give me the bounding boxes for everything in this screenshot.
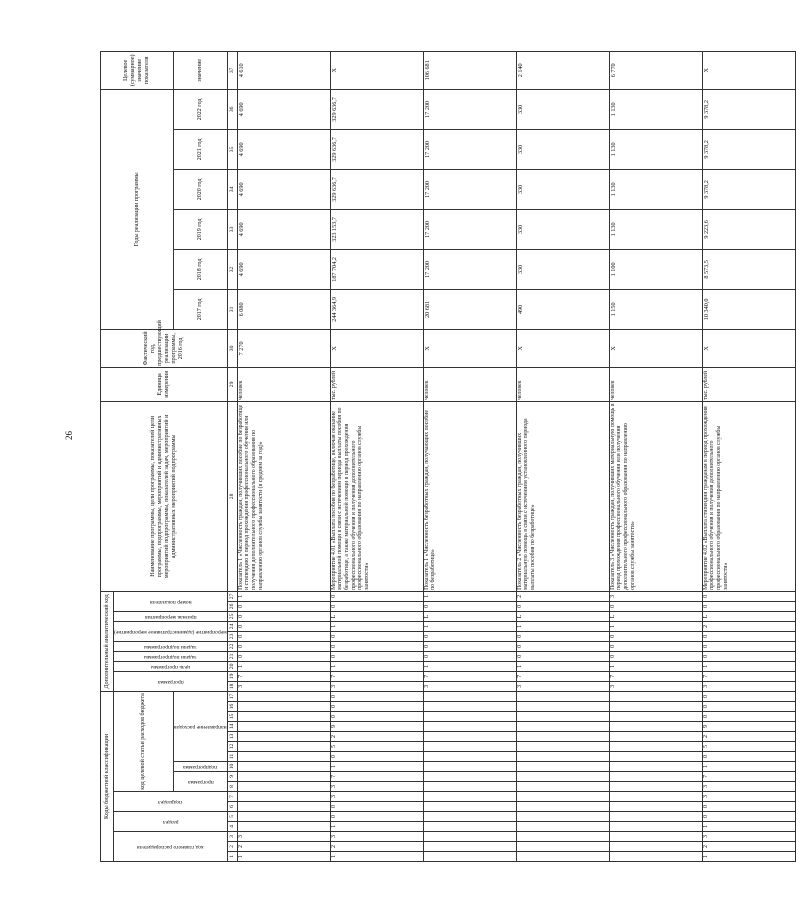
- code-cell: 0: [609, 601, 702, 611]
- code-cell: [423, 812, 516, 822]
- code-cell: 0: [237, 631, 330, 641]
- column-number-cell: 30: [227, 329, 237, 367]
- code-cell: [516, 802, 609, 812]
- header-year-2021: 2021 год: [174, 129, 228, 169]
- code-cell: [237, 772, 330, 782]
- code-cell: 1: [330, 621, 423, 631]
- code-cell: [609, 722, 702, 732]
- header-years-group: Годы реализации программы: [101, 89, 174, 329]
- code-cell: 1: [516, 661, 609, 671]
- code-cell: 0: [609, 651, 702, 661]
- column-number-row: [227, 51, 237, 861]
- unit-cell: человек: [609, 367, 702, 401]
- code-cell: L: [702, 611, 795, 621]
- code-cell: [516, 722, 609, 732]
- header-zadachi: задачи подпрограммы: [114, 651, 228, 661]
- column-number-cell: 35: [227, 129, 237, 169]
- code-cell: 0: [330, 601, 423, 611]
- code-cell: 1: [330, 762, 423, 772]
- code-cell: 1: [237, 661, 330, 671]
- code-cell: [237, 732, 330, 742]
- year-value-cell: 9 378,2: [702, 169, 795, 209]
- column-number-cell: 32: [227, 249, 237, 289]
- year-value-cell: 17 200: [423, 129, 516, 169]
- fact-value-cell: X: [330, 329, 423, 367]
- code-cell: [609, 702, 702, 712]
- year-value-cell: 330: [516, 209, 609, 249]
- fact-value-cell: 7 270: [237, 329, 330, 367]
- code-cell: 1: [423, 591, 516, 601]
- code-cell: L: [423, 611, 516, 621]
- code-cell: 0: [516, 601, 609, 611]
- code-cell: 1: [702, 762, 795, 772]
- header-programma2: программа: [114, 671, 228, 691]
- code-cell: 3: [702, 681, 795, 691]
- code-cell: [609, 772, 702, 782]
- code-cell: 3: [330, 792, 423, 802]
- code-cell: [423, 712, 516, 722]
- code-cell: 0: [702, 702, 795, 712]
- column-number-cell: 1: [227, 852, 237, 862]
- code-cell: 1: [702, 661, 795, 671]
- column-number-cell: 3: [227, 832, 237, 842]
- column-number-cell: 4: [227, 822, 237, 832]
- code-cell: 7: [516, 671, 609, 681]
- code-cell: 1: [702, 852, 795, 862]
- code-cell: 3: [330, 832, 423, 842]
- code-cell: 7: [423, 671, 516, 681]
- code-cell: [609, 782, 702, 792]
- code-cell: [423, 691, 516, 701]
- code-cell: 0: [702, 691, 795, 701]
- code-cell: 1: [609, 621, 702, 631]
- column-number-cell: 34: [227, 169, 237, 209]
- code-cell: 7: [702, 671, 795, 681]
- indicator-name-cell: Мероприятие 4.01 «Выплата пособия по безработице, включая оказание материальной помощи в связи с истечением периода выплаты пособия по безработице, а также материальной помощи в период прохождения профессионального обучения и получения дополнительного профессионального образования по направлению органов службы занятости»: [330, 401, 423, 591]
- unit-cell: человек: [237, 367, 330, 401]
- code-cell: [609, 812, 702, 822]
- code-cell: 0: [702, 601, 795, 611]
- code-cell: [609, 732, 702, 742]
- code-cell: [237, 752, 330, 762]
- code-cell: 1: [702, 822, 795, 832]
- header-napravlenie: направление расходов: [174, 691, 228, 761]
- code-cell: [609, 762, 702, 772]
- column-number-cell: 17: [227, 691, 237, 701]
- year-value-cell: 1 150: [609, 289, 702, 329]
- header-year-2020: 2020 год: [174, 169, 228, 209]
- column-number-cell: 2: [227, 842, 237, 852]
- code-cell: L: [516, 611, 609, 621]
- code-cell: [423, 842, 516, 852]
- column-number-cell: 9: [227, 772, 237, 782]
- code-cell: 0: [423, 651, 516, 661]
- table-row: [330, 51, 423, 861]
- column-number-cell: 13: [227, 732, 237, 742]
- code-cell: 0: [516, 651, 609, 661]
- column-number-cell: 16: [227, 702, 237, 712]
- code-cell: [516, 772, 609, 782]
- column-number-cell: 11: [227, 752, 237, 762]
- target-value-cell: 6 770: [609, 51, 702, 89]
- header-zadachi-2: задачи подпрограммы: [114, 641, 228, 651]
- year-value-cell: 4 690: [237, 169, 330, 209]
- program-indicators-table: [100, 51, 796, 862]
- code-cell: 9: [702, 722, 795, 732]
- code-cell: [609, 802, 702, 812]
- code-cell: [237, 792, 330, 802]
- year-value-cell: 329 636,7: [330, 129, 423, 169]
- unit-cell: человек: [516, 367, 609, 401]
- code-cell: [423, 742, 516, 752]
- year-value-cell: 4 690: [237, 89, 330, 129]
- code-cell: 2: [516, 591, 609, 601]
- rotated-sheet: [100, 54, 729, 862]
- code-cell: [423, 852, 516, 862]
- column-number-cell: 14: [227, 722, 237, 732]
- header-year-2019: 2019 год: [174, 209, 228, 249]
- code-cell: 0: [330, 702, 423, 712]
- column-number-cell: 23: [227, 631, 237, 641]
- code-cell: 3: [702, 782, 795, 792]
- fact-value-cell: X: [516, 329, 609, 367]
- code-cell: 3: [609, 681, 702, 691]
- year-value-cell: 17 200: [423, 169, 516, 209]
- indicator-name-cell: Показатель 1 «Численность граждан, получивших пособие по безработице и стипендию в период прохождения профессионального обучения или получения дополнительного профессионального образования по направлению органов службы занятости (в среднем за год)»: [237, 401, 330, 591]
- code-cell: [423, 792, 516, 802]
- unit-cell: тыс. рублей: [702, 367, 795, 401]
- indicator-name-cell: Показатель 2 «Численность безработных граждан, получивших материальную помощь в связи с истечением установленного периода выплаты пособия по безработице»: [516, 401, 609, 591]
- code-cell: [237, 802, 330, 812]
- table-row: [702, 51, 795, 861]
- code-cell: 0: [423, 641, 516, 651]
- column-number-cell: 26: [227, 601, 237, 611]
- code-cell: [516, 832, 609, 842]
- year-value-cell: 8 573,5: [702, 249, 795, 289]
- year-value-cell: 17 200: [423, 249, 516, 289]
- code-cell: 3: [237, 832, 330, 842]
- code-cell: [609, 832, 702, 842]
- code-cell: 2: [702, 621, 795, 631]
- year-value-cell: 6 080: [237, 289, 330, 329]
- code-cell: [423, 752, 516, 762]
- column-number-cell: 22: [227, 641, 237, 651]
- column-number-cell: 36: [227, 89, 237, 129]
- header-razdel: раздел: [114, 812, 228, 832]
- code-cell: 2: [330, 842, 423, 852]
- code-cell: [609, 691, 702, 701]
- code-cell: 1: [237, 852, 330, 862]
- target-value-cell: 106 681: [423, 51, 516, 89]
- code-cell: [423, 762, 516, 772]
- column-number-cell: 15: [227, 712, 237, 722]
- code-cell: [237, 762, 330, 772]
- year-value-cell: 17 200: [423, 89, 516, 129]
- code-cell: 1: [609, 661, 702, 671]
- code-cell: 0: [330, 812, 423, 822]
- code-cell: [237, 812, 330, 822]
- year-value-cell: 10 340,0: [702, 289, 795, 329]
- code-cell: 7: [330, 772, 423, 782]
- header-year-2017: 2017 год: [174, 289, 228, 329]
- year-value-cell: 4 690: [237, 129, 330, 169]
- code-cell: 0: [330, 712, 423, 722]
- column-number-cell: 29: [227, 367, 237, 401]
- page-number: 26: [64, 431, 74, 440]
- code-cell: 0: [609, 631, 702, 641]
- code-cell: 3: [330, 681, 423, 691]
- code-cell: 3: [423, 681, 516, 691]
- code-cell: 0: [609, 641, 702, 651]
- code-cell: [609, 792, 702, 802]
- indicator-name-cell: Мероприятие 4.02 «Выплата стипендии гражданам в период прохождения профессионального обучения и получения дополнительного профессионального образования по направлению органов службы занятости»: [702, 401, 795, 591]
- code-cell: 2: [702, 842, 795, 852]
- code-cell: 0: [330, 641, 423, 651]
- column-number-cell: 27: [227, 591, 237, 601]
- code-cell: [423, 732, 516, 742]
- column-number-cell: 5: [227, 812, 237, 822]
- column-number-cell: 10: [227, 762, 237, 772]
- code-cell: 0: [702, 651, 795, 661]
- table-row: [423, 51, 516, 861]
- code-cell: 2: [237, 842, 330, 852]
- code-cell: [237, 702, 330, 712]
- header-admin-code: код главного распорядителя: [114, 832, 228, 862]
- code-cell: 1: [237, 591, 330, 601]
- code-cell: 0: [237, 611, 330, 621]
- table-header: [101, 51, 228, 861]
- column-number-cell: 12: [227, 742, 237, 752]
- code-cell: [516, 762, 609, 772]
- code-cell: [516, 842, 609, 852]
- year-value-cell: 1 130: [609, 129, 702, 169]
- code-cell: 0: [516, 641, 609, 651]
- code-cell: [516, 691, 609, 701]
- header-year-2022: 2022 год: [174, 89, 228, 129]
- year-value-cell: 330: [516, 129, 609, 169]
- column-number-cell: 19: [227, 671, 237, 681]
- year-value-cell: 330: [516, 249, 609, 289]
- indicator-name-cell: Показатель 3 «Численность граждан, получивших материальную помощь в период прохождения профессионального обучения или получения дополнительного профессионального образования по направлению органов службы занятости»: [609, 401, 702, 591]
- code-cell: 0: [702, 802, 795, 812]
- header-podrazdel: подраздел: [114, 792, 228, 812]
- header-meropriyatie: мероприятие (административное мероприятие): [114, 621, 228, 641]
- year-value-cell: 9 378,2: [702, 89, 795, 129]
- unit-cell: тыс. рублей: [330, 367, 423, 401]
- code-cell: [516, 852, 609, 862]
- code-cell: 0: [423, 631, 516, 641]
- code-cell: 1: [330, 822, 423, 832]
- code-cell: 7: [330, 671, 423, 681]
- table-body: [227, 51, 795, 861]
- table-row: [609, 51, 702, 861]
- code-cell: [609, 752, 702, 762]
- code-cell: [237, 722, 330, 732]
- column-number-cell: 24: [227, 621, 237, 631]
- code-cell: 0: [702, 752, 795, 762]
- year-value-cell: 330: [516, 89, 609, 129]
- code-cell: 0: [330, 752, 423, 762]
- code-cell: [609, 822, 702, 832]
- code-cell: 0: [237, 651, 330, 661]
- header-cel: цель программы: [114, 661, 228, 671]
- code-cell: [609, 852, 702, 862]
- column-number-cell: 21: [227, 651, 237, 661]
- year-value-cell: 4 690: [237, 249, 330, 289]
- code-cell: 5: [702, 742, 795, 752]
- code-cell: 0: [237, 641, 330, 651]
- header-unit: Единица измерения: [101, 367, 228, 401]
- target-value-cell: X: [330, 51, 423, 89]
- code-cell: 3: [702, 832, 795, 842]
- code-cell: 0: [702, 712, 795, 722]
- year-value-cell: 244 364,9: [330, 289, 423, 329]
- code-cell: 0: [423, 601, 516, 611]
- code-cell: [609, 712, 702, 722]
- column-number-cell: 28: [227, 401, 237, 591]
- header-additional-code: Дополнительный аналитический код: [101, 591, 114, 691]
- column-number-cell: 8: [227, 782, 237, 792]
- column-number-cell: 37: [227, 51, 237, 89]
- unit-cell: человек: [423, 367, 516, 401]
- code-cell: 0: [330, 691, 423, 701]
- code-cell: [423, 782, 516, 792]
- code-cell: 0: [702, 591, 795, 601]
- header-priznak: признак мероприятия: [114, 611, 228, 621]
- fact-value-cell: X: [423, 329, 516, 367]
- code-cell: [609, 842, 702, 852]
- code-cell: [237, 742, 330, 752]
- code-cell: [516, 742, 609, 752]
- year-value-cell: 17 200: [423, 209, 516, 249]
- year-value-cell: 4 690: [237, 209, 330, 249]
- year-value-cell: 9 223,6: [702, 209, 795, 249]
- code-cell: 1: [423, 621, 516, 631]
- header-budget-classification: Коды бюджетной классификации: [101, 691, 114, 861]
- code-cell: 1: [423, 661, 516, 671]
- code-cell: 0: [516, 631, 609, 641]
- year-value-cell: 187 704,2: [330, 249, 423, 289]
- code-cell: 0: [702, 641, 795, 651]
- year-value-cell: 1 130: [609, 209, 702, 249]
- year-value-cell: 1 100: [609, 249, 702, 289]
- code-cell: [423, 832, 516, 842]
- code-cell: 0: [330, 591, 423, 601]
- code-cell: [423, 772, 516, 782]
- code-cell: [423, 822, 516, 832]
- code-cell: 7: [609, 671, 702, 681]
- code-cell: 1: [330, 852, 423, 862]
- code-cell: 0: [330, 651, 423, 661]
- header-value: значение: [174, 51, 228, 89]
- table-row: [516, 51, 609, 861]
- code-cell: [516, 752, 609, 762]
- year-value-cell: 329 636,7: [330, 89, 423, 129]
- header-podprogramma: подпрограмма: [174, 762, 228, 772]
- column-number-cell: 20: [227, 661, 237, 671]
- year-value-cell: 330: [516, 169, 609, 209]
- year-value-cell: 329 636,7: [330, 169, 423, 209]
- header-year-2018: 2018 год: [174, 249, 228, 289]
- code-cell: 9: [330, 722, 423, 732]
- code-cell: 3: [702, 792, 795, 802]
- column-number-cell: 7: [227, 792, 237, 802]
- table-row: [237, 51, 330, 861]
- year-value-cell: 323 153,7: [330, 209, 423, 249]
- code-cell: 7: [237, 671, 330, 681]
- code-cell: [516, 712, 609, 722]
- code-cell: [423, 722, 516, 732]
- column-number-cell: 31: [227, 289, 237, 329]
- code-cell: 3: [330, 782, 423, 792]
- code-cell: [516, 792, 609, 802]
- code-cell: 3: [516, 681, 609, 691]
- column-number-cell: 18: [227, 681, 237, 691]
- code-cell: 0: [702, 812, 795, 822]
- code-cell: [609, 742, 702, 752]
- code-cell: [237, 712, 330, 722]
- code-cell: [516, 702, 609, 712]
- header-programma: программа: [174, 772, 228, 792]
- code-cell: 7: [702, 772, 795, 782]
- code-cell: 0: [237, 621, 330, 631]
- code-cell: [516, 822, 609, 832]
- code-cell: [516, 732, 609, 742]
- code-cell: 0: [330, 802, 423, 812]
- year-value-cell: 1 130: [609, 169, 702, 209]
- fact-value-cell: X: [702, 329, 795, 367]
- code-cell: [516, 782, 609, 792]
- code-cell: [423, 702, 516, 712]
- year-value-cell: 20 681: [423, 289, 516, 329]
- code-cell: L: [609, 611, 702, 621]
- header-nomer: номер показателя: [114, 591, 228, 611]
- code-cell: 2: [330, 732, 423, 742]
- code-cell: 1: [516, 621, 609, 631]
- code-cell: 3: [609, 591, 702, 601]
- code-cell: 0: [702, 631, 795, 641]
- header-fact-year: Фактический год, предшествующий реализации программы, 2016 год: [101, 329, 228, 367]
- header-target: Целевое (суммарное) значение показателя: [101, 51, 174, 89]
- target-value-cell: 2 140: [516, 51, 609, 89]
- target-value-cell: 4 610: [237, 51, 330, 89]
- code-cell: [423, 802, 516, 812]
- column-number-cell: 25: [227, 611, 237, 621]
- code-cell: [237, 782, 330, 792]
- column-number-cell: 6: [227, 802, 237, 812]
- code-cell: 5: [330, 742, 423, 752]
- code-cell: [516, 812, 609, 822]
- header-kvr-group: код целевой статьи расходов бюджета: [114, 691, 174, 791]
- code-cell: 0: [237, 601, 330, 611]
- code-cell: 2: [702, 732, 795, 742]
- target-value-cell: X: [702, 51, 795, 89]
- code-cell: [237, 691, 330, 701]
- column-number-cell: 33: [227, 209, 237, 249]
- code-cell: 3: [237, 681, 330, 691]
- fact-value-cell: X: [609, 329, 702, 367]
- header-name-column: Наименование программы, цели программы, показателей цели программы, подпрограммы, мероприятий и административных мероприятий подпрограммы, показателей задач, мероприятий и административных мероприятий подпрограммы: [101, 401, 228, 591]
- indicator-name-cell: Показатель 1 «Численность безработных граждан, получающих пособие по безработице»: [423, 401, 516, 591]
- code-cell: [237, 822, 330, 832]
- year-value-cell: 1 130: [609, 89, 702, 129]
- code-cell: 0: [330, 631, 423, 641]
- year-value-cell: 490: [516, 289, 609, 329]
- code-cell: 1: [330, 661, 423, 671]
- year-value-cell: 9 378,2: [702, 129, 795, 169]
- code-cell: L: [330, 611, 423, 621]
